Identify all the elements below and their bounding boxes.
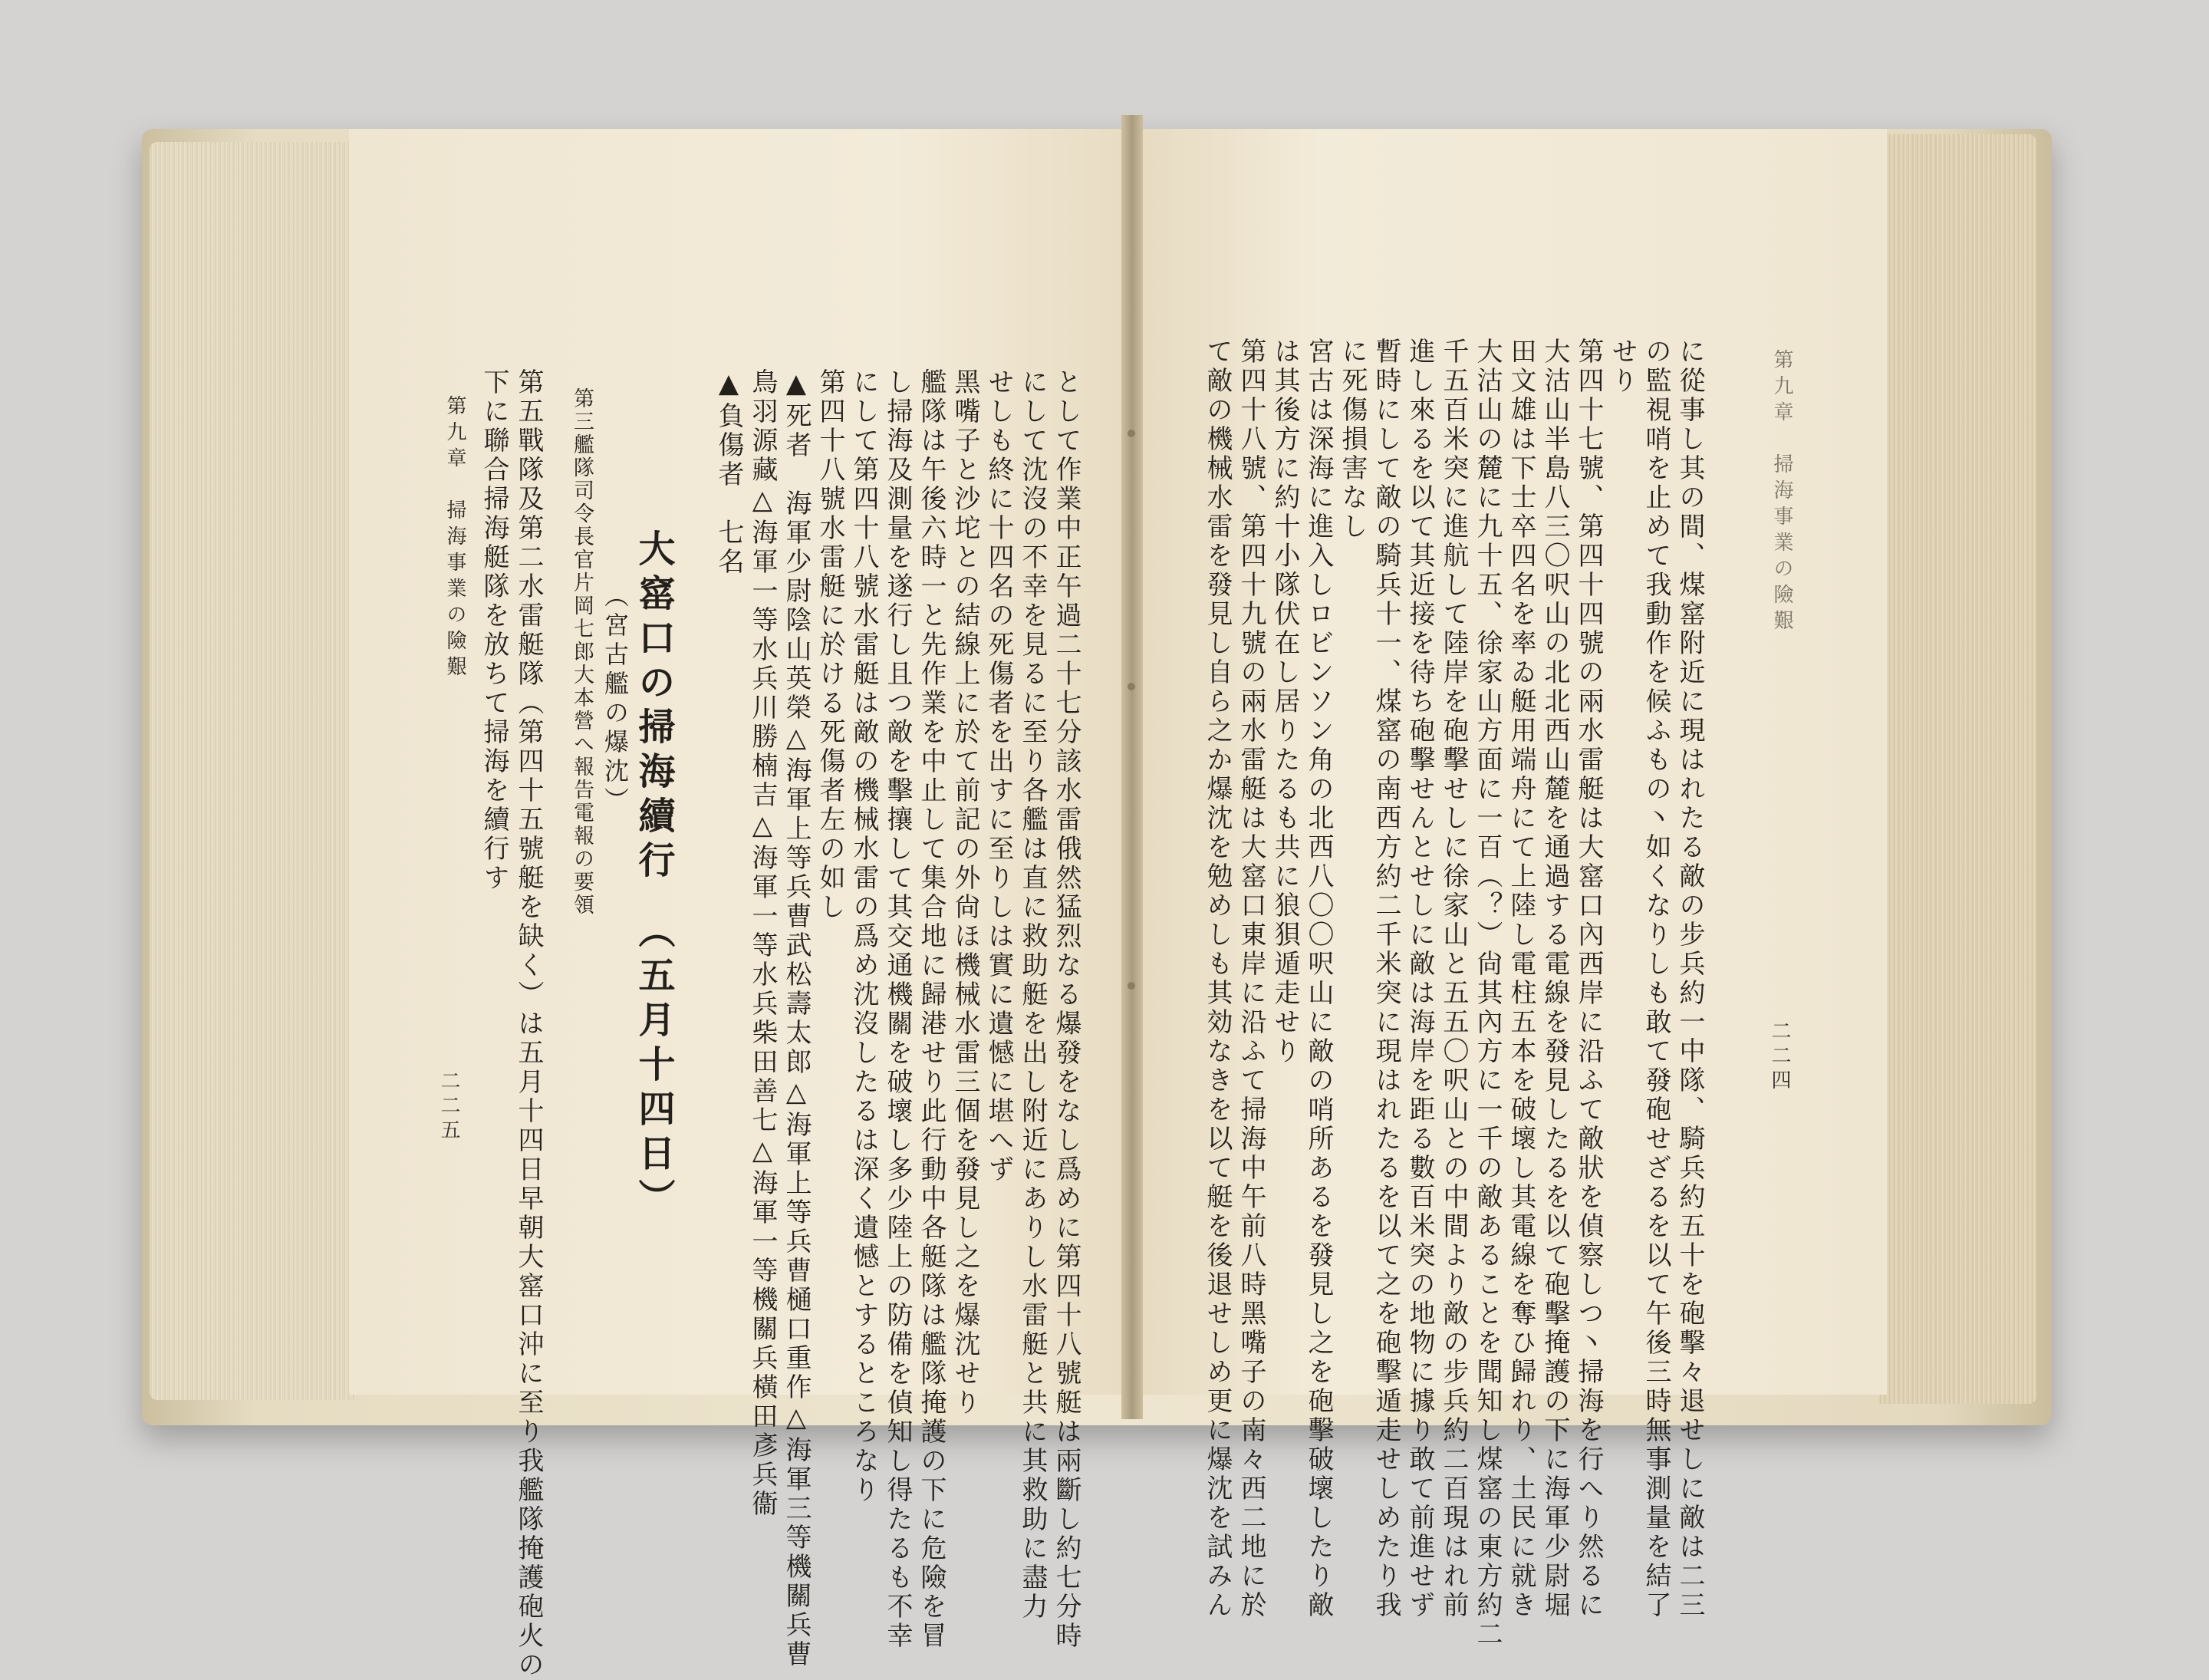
subheading: （宮古艦の爆沈）: [601, 583, 630, 816]
page-edges-right: [1879, 134, 2036, 1404]
binding-stitch: [1128, 683, 1135, 690]
text-column: 宮古は深海に進入しロビンソン角の北西八〇〇呎山に敵の哨所あるを發見し之を砲擊破壞したり敵: [1303, 338, 1334, 1620]
section-heading: 大窰口の掃海續行 （五月十四日）: [632, 529, 675, 1223]
text-column: し掃海及測量を遂行し且つ敵を擊攘して其交通機關を破壞し多少陸上の防備を偵知し得たるも不幸: [882, 368, 913, 1651]
page-number-right: 二二四: [1768, 1020, 1791, 1094]
running-head-right: 第九章 掃海事業の險艱: [1770, 349, 1793, 636]
text-column: 第四十八號水雷艇に於ける死傷者左の如し: [815, 368, 845, 922]
text-column: に死傷損害なし: [1337, 338, 1368, 542]
binding-stitch: [1128, 982, 1135, 990]
text-column: にして沈沒の不幸を見るに至り各艦は直に救助艇を出し附近にありし水雷艇と共に其救助に盡力: [1017, 368, 1048, 1622]
text-column: 大沽山の麓に九十五、徐家山方面に一百（？）尙其內方に一千の敵あることを聞知し煤窰の東方約二: [1472, 338, 1503, 1649]
text-column: 黑嘴子と沙坨との結線上に於て前記の外尙ほ機械水雷三個を發見し之を爆沈せり: [950, 368, 980, 1418]
text-column: ▲死者 海軍少尉陰山英榮△海軍上等兵曹武松壽太郎△海軍上等兵曹樋口重作△海軍三等機關兵曹: [781, 368, 812, 1669]
text-column: に從事し其の間、煤窰附近に現はれたる敵の步兵約一中隊、騎兵約五十を砲擊々退せしに敵は二三: [1674, 338, 1705, 1620]
text-column: にして第四十八號水雷艇は敵の機械水雷の爲め沈沒したるは深く遺憾とするところなり: [848, 368, 879, 1505]
text-column: は其後方に約十小隊伏在し居りたるも共に狼狽遁走せり: [1269, 338, 1300, 1066]
page-edges-left: [150, 142, 357, 1400]
text-column: て敵の機械水雷を發見し自ら之か爆沈を勉めしも其効なきを以て艇を後退せしめ更に爆沈を試みん: [1202, 338, 1233, 1620]
text-column: として作業中正午過二十七分該水雷俄然猛烈なる爆發をなし爲めに第四十八號艇は兩斷し約七分時: [1051, 368, 1081, 1651]
text-column: 下に聯合掃海艇隊を放ちて掃海を續行す: [479, 368, 509, 893]
text-column: 進し來るを以て其近接を待ち砲擊せんとせしに敵は海岸を距る數百米突の地物に據り敢て前進せず: [1404, 338, 1435, 1620]
page-number-left: 二二五: [437, 1070, 460, 1144]
text-column: 鳥羽源藏△海軍一等水兵川勝楠吉△海軍一等水兵柴田善七△海軍一等機關兵橫田彥兵衞: [747, 368, 778, 1519]
text-column: 第五戰隊及第二水雷艇隊（第四十五號艇を缺く）は五月十四日早朝大窰口沖に至り我艦隊掩護砲火の: [513, 368, 544, 1680]
binding-stitch: [1128, 430, 1135, 437]
text-column: ▲負傷者 七名: [713, 368, 744, 577]
text-column: せり: [1607, 338, 1638, 396]
text-column: 第三艦隊司令長官片岡七郎大本營へ報告電報の要領: [570, 387, 594, 917]
running-head-left: 第九章 掃海事業の險艱: [443, 395, 466, 682]
text-column: 第四十七號、第四十四號の兩水雷艇は大窰口內西岸に沿ふて敵狀を偵察しつ丶掃海を行へり然るに: [1573, 338, 1604, 1620]
text-column: せしも終に十四名の死傷者を出すに至りしは實に遺憾に堪へず: [983, 368, 1014, 1184]
text-column: 大沽山半島八三〇呎山の北北西山麓を通過する電線を發見したるを以て砲擊掩護の下に海軍少尉堀: [1539, 338, 1570, 1620]
text-column: 第四十八號、第四十九號の兩水雷艇は大窰口東岸に沿ふて掃海中午前八時黑嘴子の南々西二地に於: [1236, 338, 1266, 1620]
text-column: 千五百米突に進航して陸岸を砲擊せしに徐家山と五五〇呎山との中間より敵の步兵約二百現はれ前: [1438, 338, 1469, 1620]
book-gutter: [1121, 115, 1143, 1419]
text-column: 田文雄は下士卒四名を率ゐ艇用端舟にて上陸し電柱五本を破壞し其電線を奪ひ歸れり、土民に就き: [1506, 338, 1536, 1620]
text-column: 暫時にして敵の騎兵十一、煤窰の南西方約二千米突に現はれたるを以て之を砲擊遁走せしめたり我: [1371, 338, 1401, 1620]
text-column: 艦隊は午後六時一と先作業を中止して集合地に歸港せり此行動中各艇隊は艦隊掩護の下に危險を冒: [916, 368, 946, 1651]
text-column: の監視哨を止めて我動作を候ふもの丶如くなりしも敢て發砲せざるを以て午後三時無事測量を結了: [1641, 338, 1671, 1620]
